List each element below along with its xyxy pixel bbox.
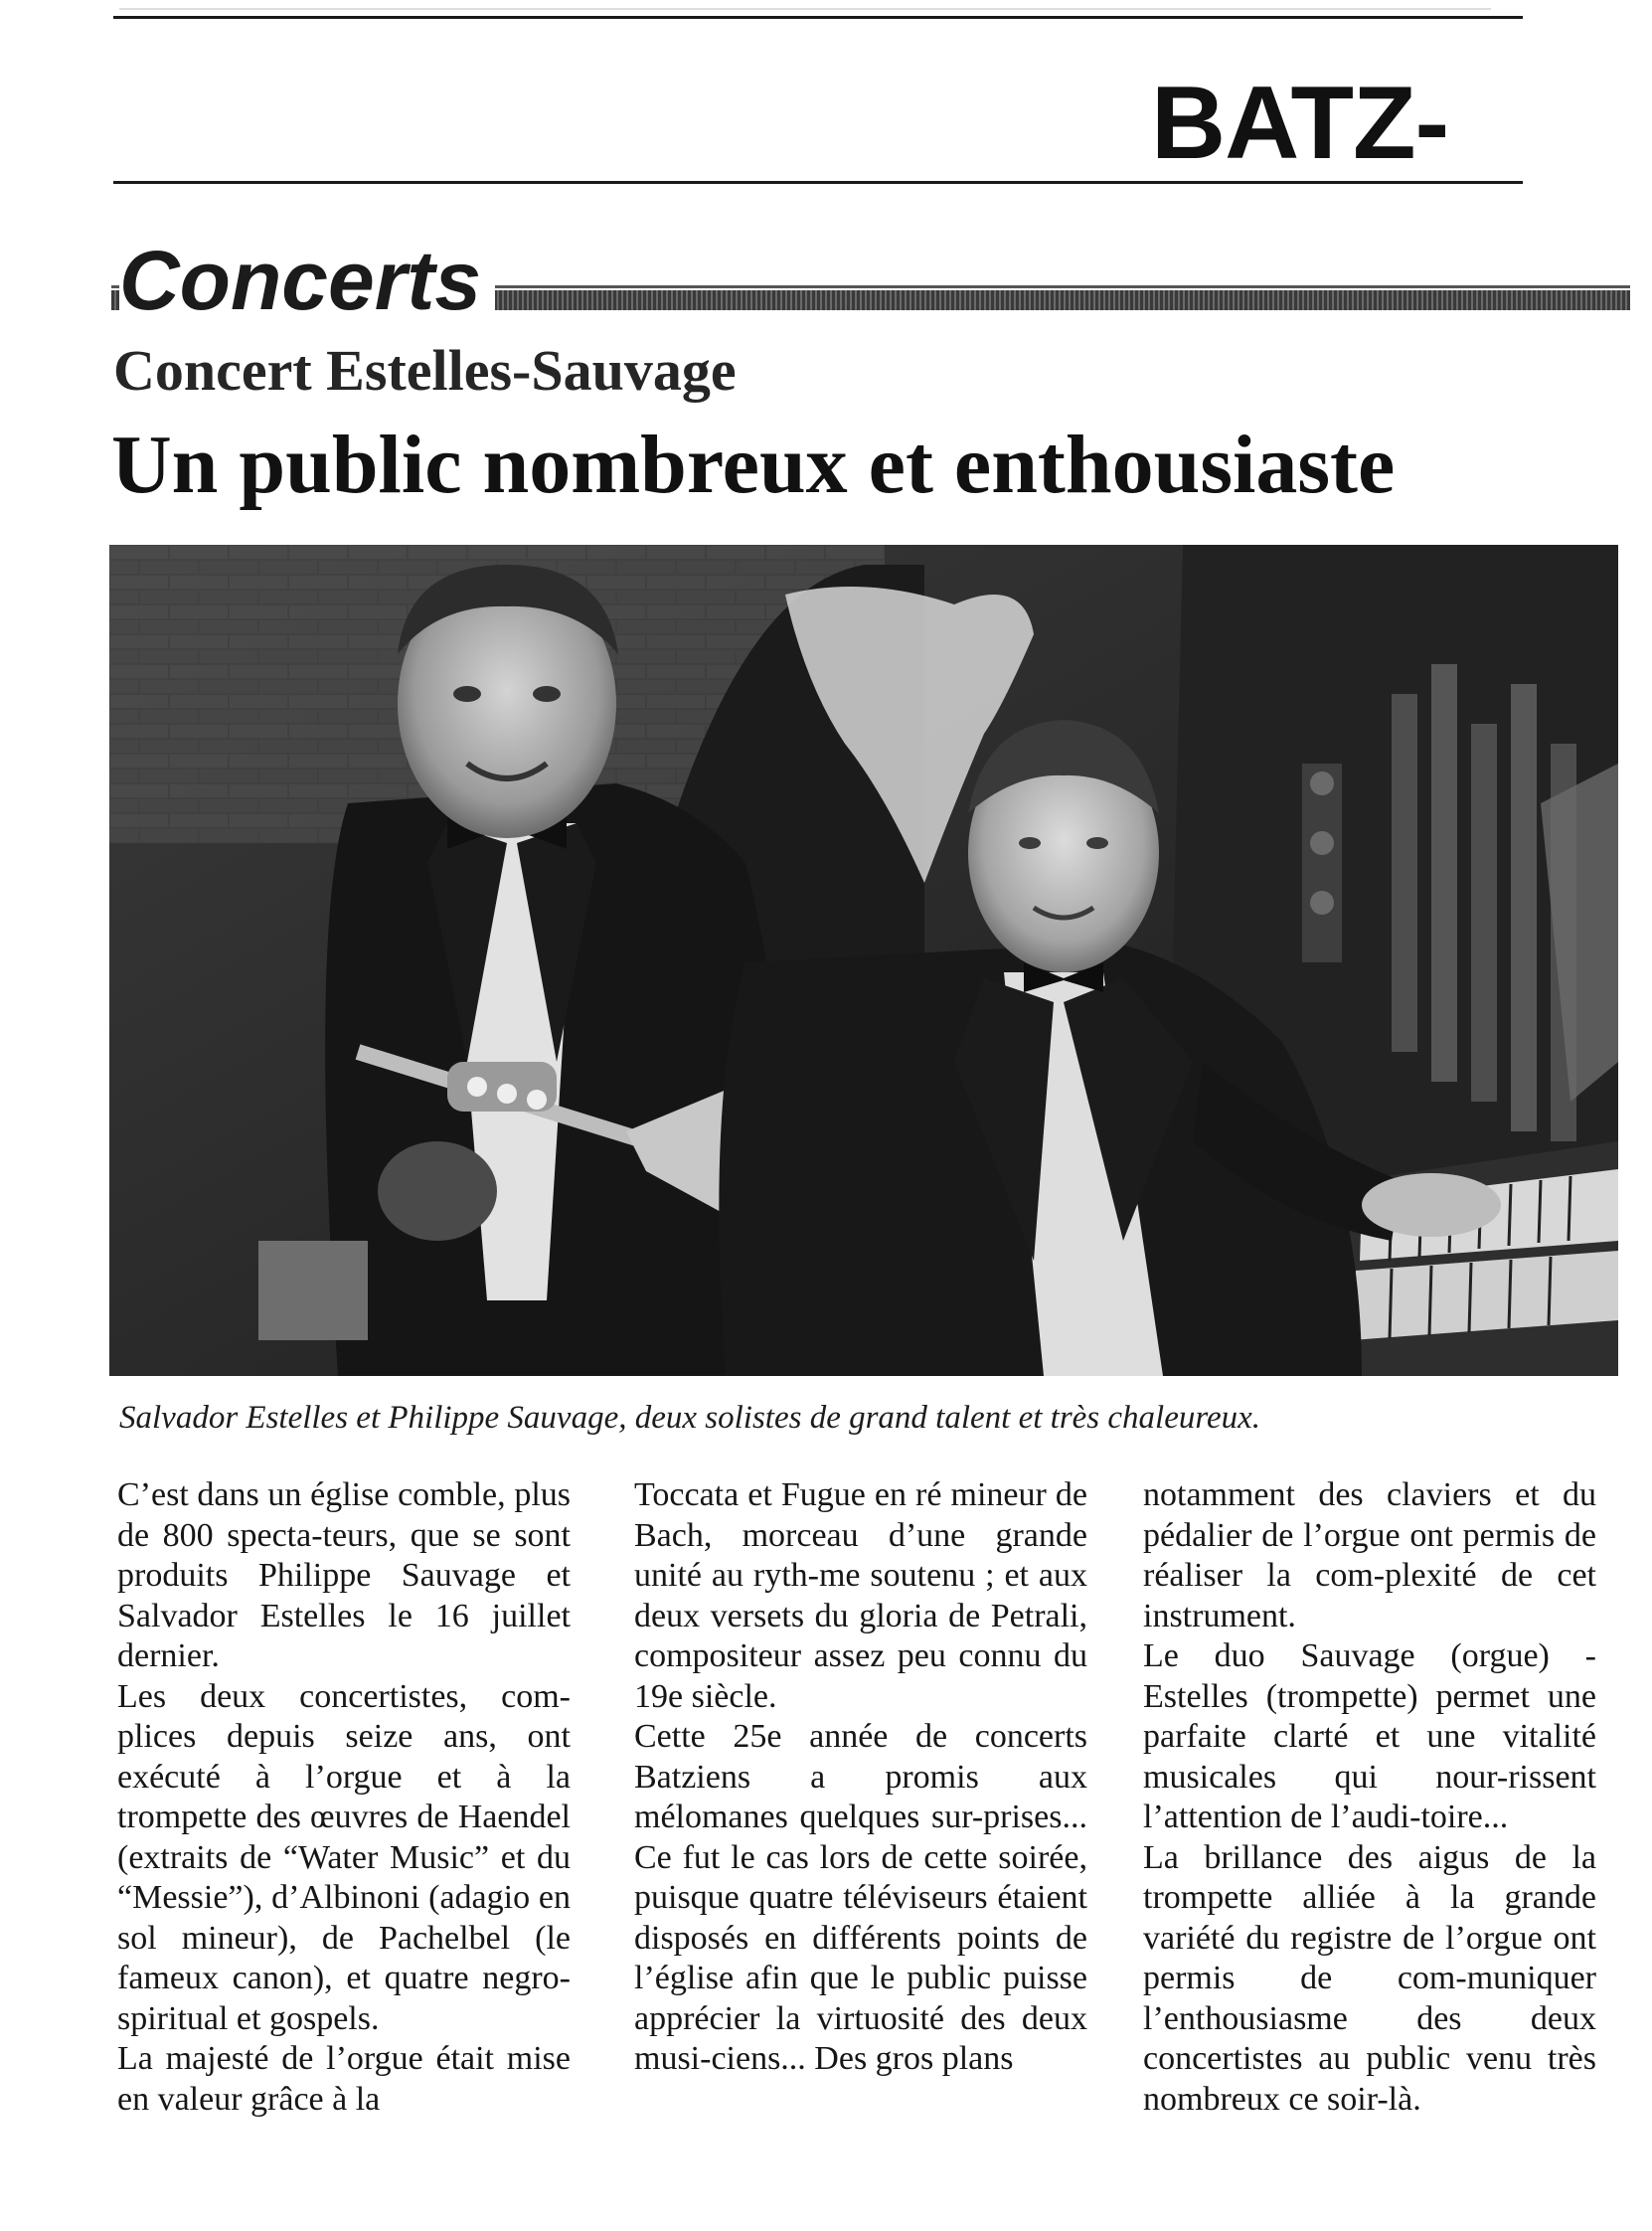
- scan-artifact: [119, 8, 1491, 10]
- article-headline: Un public nombreux et enthousiaste: [111, 419, 1396, 511]
- photo-caption: Salvador Estelles et Philippe Sauvage, deux solistes de grand talent et très chaleureux.: [119, 1400, 1261, 1436]
- article-paragraph: notamment des claviers et du pédalier de l’orgue ont permis de réaliser la com-plexité de cet instrument.: [1143, 1476, 1596, 1634]
- article-paragraph: Les deux concertistes, com-plices depuis seize ans, ont exécuté à l’orgue et à la trompette des œuvres de Haendel (extraits de “Water Music” et du “Messie”), d’Albinoni (adagio en sol mineur), de Pachelbel (le fameux canon), et quatre negro-spiritual et gospels.: [117, 1677, 571, 2037]
- masthead-bottom-rule: [113, 181, 1523, 184]
- section-label: Concerts: [119, 239, 495, 322]
- masthead-top-rule: [113, 16, 1523, 19]
- section-band: [111, 234, 1630, 327]
- article-photo: [109, 545, 1618, 1376]
- article-paragraph: Le duo Sauvage (orgue) - Estelles (trompette) permet une parfaite clarté et une vitalité musicales qui nour-rissent l’attention de l’audi-toire...: [1143, 1637, 1596, 1835]
- masthead-city-name: BATZ-: [1151, 66, 1449, 181]
- article-paragraph: La majesté de l’orgue était mise en valeur grâce à la: [117, 2040, 571, 2118]
- article-paragraph: Toccata et Fugue en ré mineur de Bach, morceau d’une grande unité au ryth-me soutenu ; et aux deux versets du gloria de Petrali, compositeur assez peu connu du 19e siècle.: [634, 1476, 1087, 1715]
- article-paragraph: La brillance des aigus de la trompette alliée à la grande variété du registre de l’orgue ont permis de com-muniquer l’enthousiasme des deux concertistes au public venu très nombreux ce soir-là.: [1143, 1838, 1596, 2118]
- foreground-object: [258, 1241, 368, 1340]
- article-paragraph: Cette 25e année de concerts Batziens a promis aux mélomanes quelques sur-prises... Ce fut le cas lors de cette soirée, puisque quatre téléviseurs étaient disposés en différents points de l’église afin que le public puisse apprécier la virtuosité des deux musi-ciens... Des gros plans: [634, 1718, 1087, 2077]
- article-column-1: [117, 1475, 571, 2120]
- article-column-3: [1143, 1475, 1596, 2120]
- article-column-2: [634, 1475, 1087, 2080]
- article-paragraph: C’est dans un église comble, plus de 800 specta-teurs, que se sont produits Philippe Sauvage et Salvador Estelles le 16 juillet dernier.: [117, 1476, 571, 1674]
- article-kicker: Concert Estelles-Sauvage: [113, 338, 737, 403]
